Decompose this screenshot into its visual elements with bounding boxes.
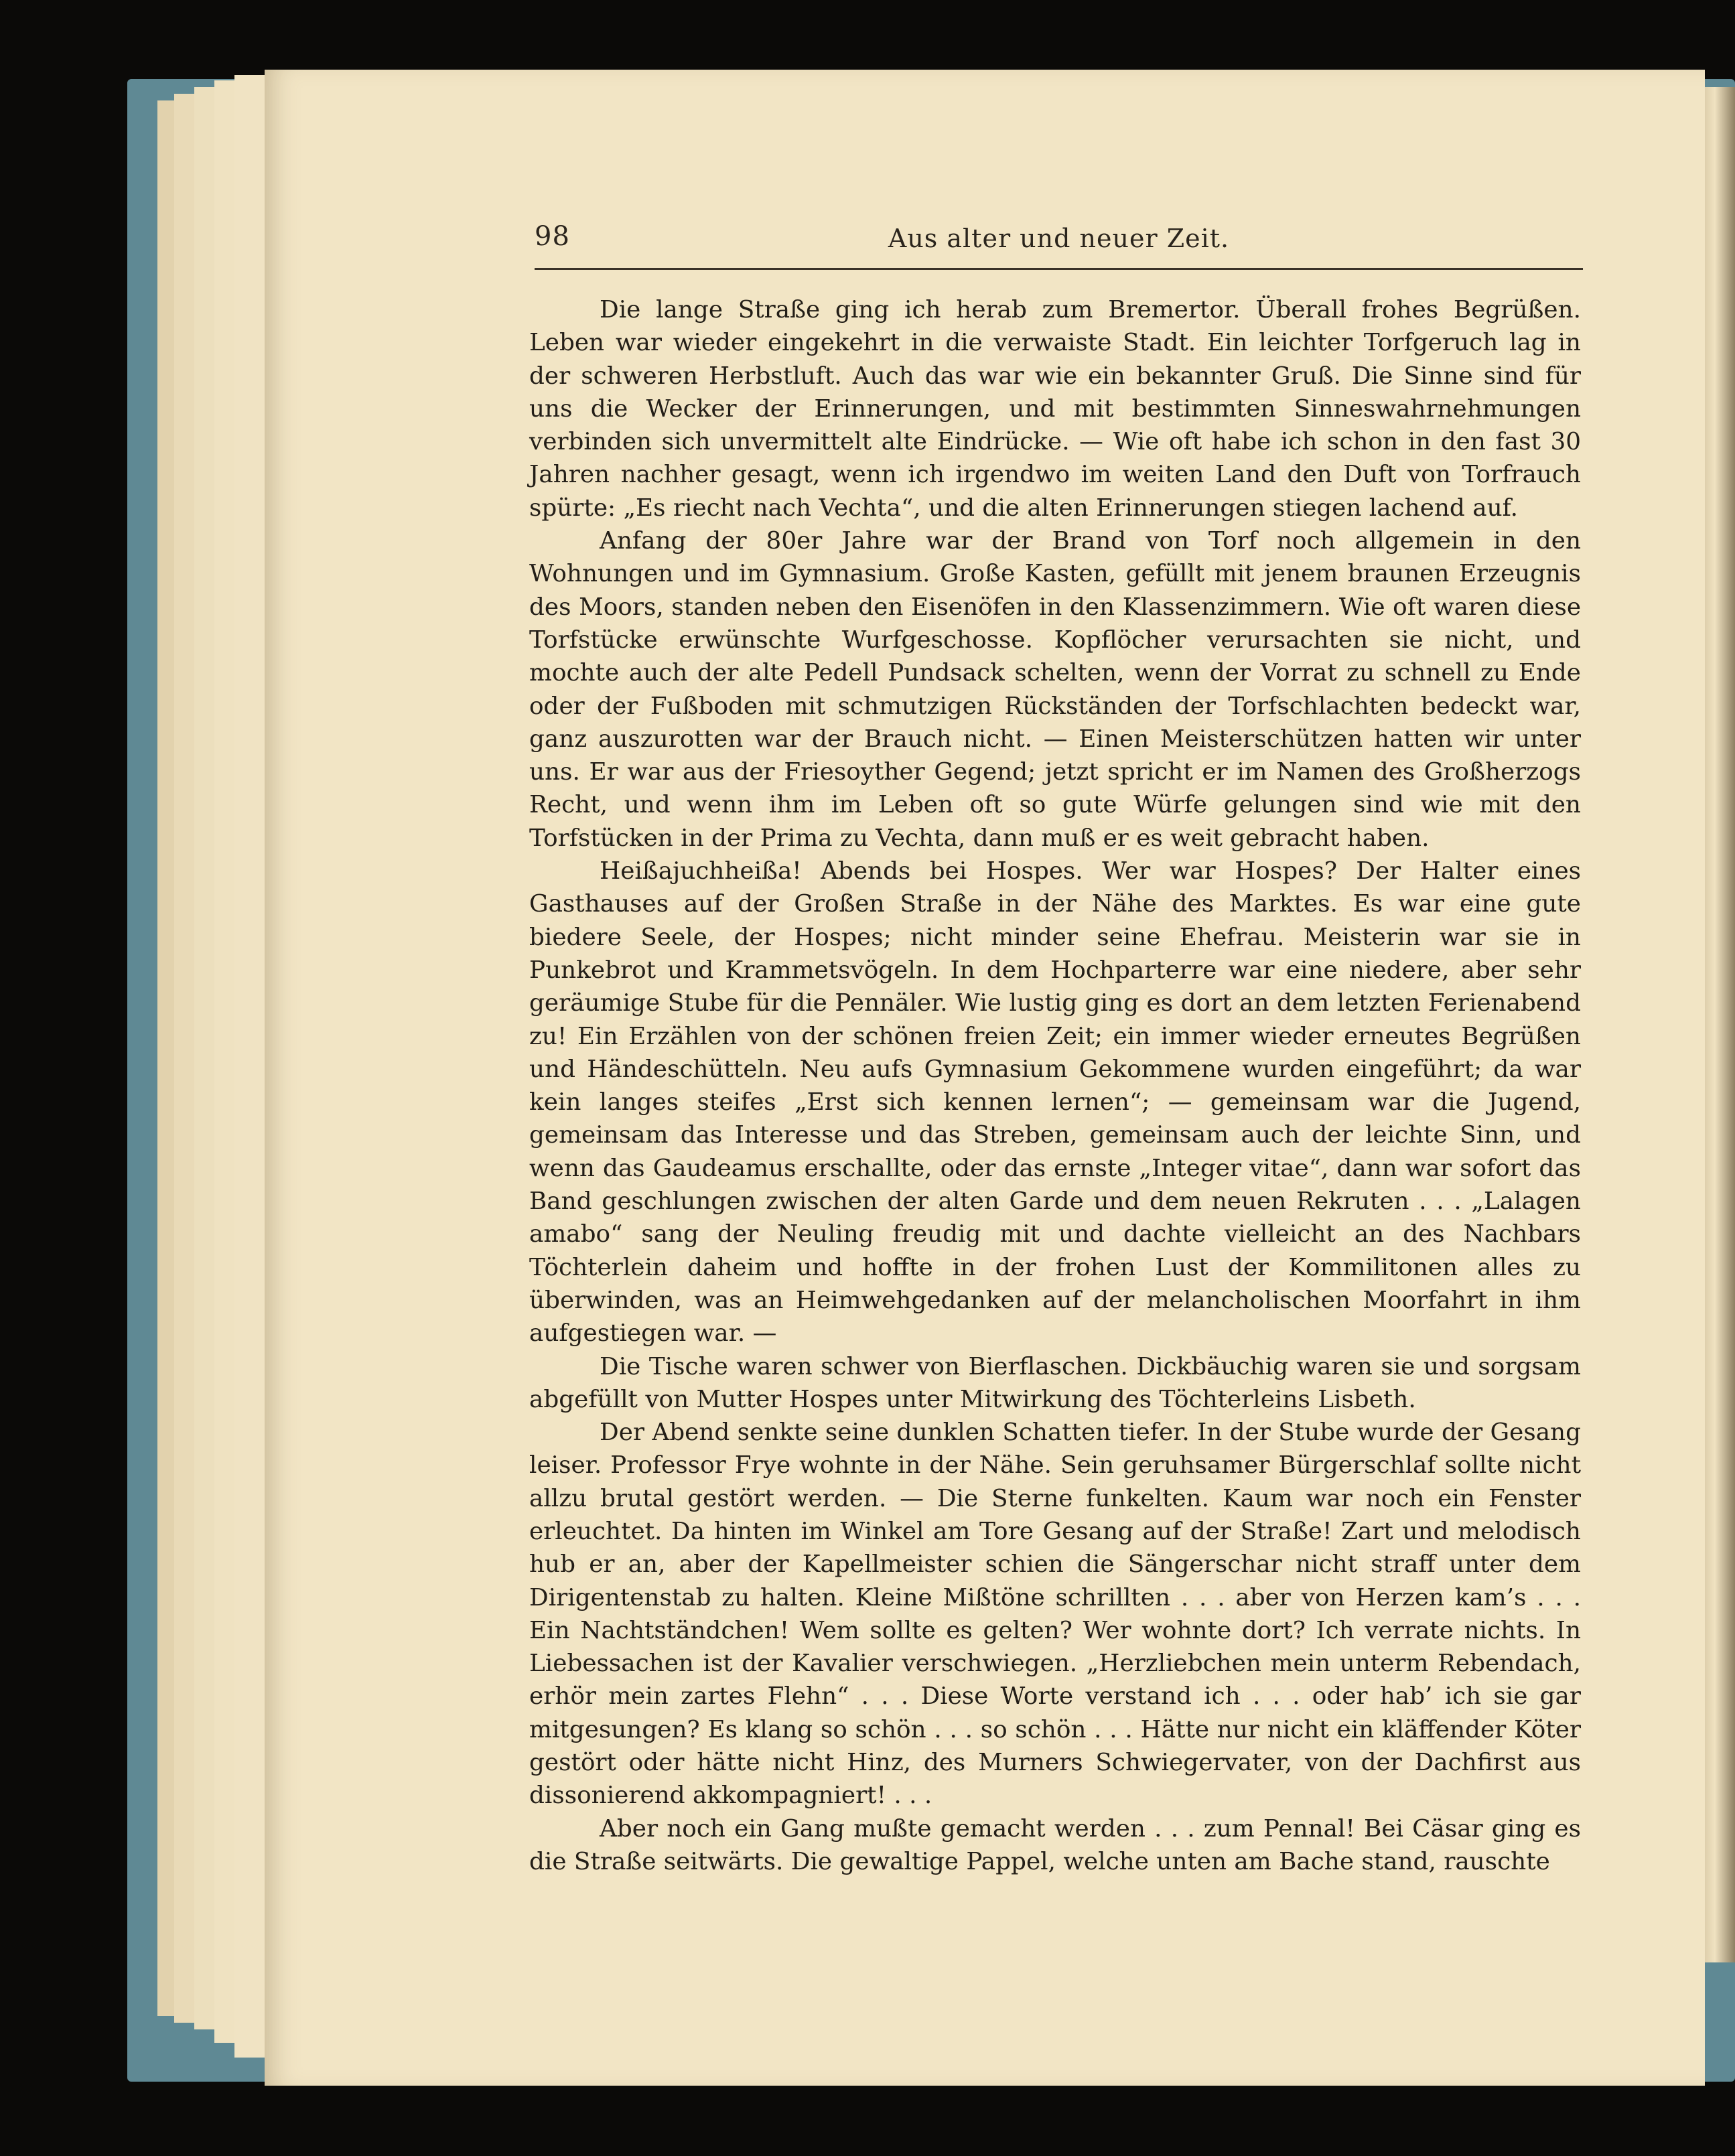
body-text bbox=[529, 293, 1581, 1878]
running-head: Aus alter und neuer Zeit. bbox=[888, 224, 1230, 253]
next-page-edge bbox=[1702, 87, 1735, 1962]
page-header bbox=[535, 214, 1583, 270]
paragraph: Die lange Straße ging ich herab zum Bremertor. Überall frohes Begrüßen. Leben war wieder eingekehrt in die verwaiste Stadt. Ein leichter Torfgeruch lag in der schweren Herbstluft. Auch das war wie ein bekannter Gruß. Die Sinne sind für uns die Wecker der Erinnerungen, und mit bestimmten Sinneswahrnehmungen verbinden sich unvermittelt alte Eindrücke. — Wie oft habe ich schon in den fast 30 Jahren nachher gesagt, wenn ich irgendwo im weiten Land den Duft von Torfrauch spürte: „Es riecht nach Vechta“, und die alten Erinnerungen stiegen lachend auf. bbox=[529, 296, 1581, 522]
paragraph: Der Abend senkte seine dunklen Schatten tiefer. In der Stube wurde der Gesang leiser. Professor Frye wohnte in der Nähe. Sein geruhsamer Bürgerschlaf sollte nicht allzu brutal gestört werden. — Die Sterne funkelten. Kaum war noch ein Fenster erleuchtet. Da hinten im Winkel am Tore Gesang auf der Straße! Zart und melodisch hub er an, aber der Kapellmeister schien die Sängerschar nicht straff unter dem Dirigentenstab zu halten. Kleine Mißtöne schrillten . . . aber von Herzen kam’s . . . Ein Nachtständchen! Wem sollte es gelten? Wer wohnte dort? Ich verrate nichts. In Liebessachen ist der Kavalier verschwiegen. „Herzliebchen mein unterm Rebendach, erhör mein zartes Flehn“ . . . Diese Worte verstand ich . . . oder hab’ ich sie gar mitgesungen? Es klang so schön . . . so schön . . . Hätte nur nicht ein kläffender Köter gestört oder hätte nicht Hinz, des Murners Schwiegervater, von der Dachfirst aus dissonierend akkompagniert! . . . bbox=[529, 1419, 1582, 1810]
paragraph: Die Tische waren schwer von Bierflaschen. Dickbäuchig waren sie und sorgsam abgefüllt von Mutter Hospes unter Mitwirkung des Töchterleins Lisbeth. bbox=[529, 1352, 1581, 1413]
paragraph: Aber noch ein Gang mußte gemacht werden . . . zum Pennal! Bei Cäsar ging es die Straße seitwärts. Die gewaltige Pappel, welche unten am Bache stand, rauschte bbox=[529, 1814, 1581, 1875]
paragraph: Heißajuchheißa! Abends bei Hospes. Wer war Hospes? Der Halter eines Gasthauses auf der Großen Straße in der Nähe des Marktes. Es war eine gute biedere Seele, der Hospes; nicht minder seine Ehefrau. Meisterin war sie in Punkebrot und Krammetsvögeln. In dem Hochparterre war eine niedere, aber sehr geräumige Stube für die Pennäler. Wie lustig ging es dort an dem letzten Ferienabend zu! Ein Erzählen von der schönen freien Zeit; ein immer wieder erneutes Begrüßen und Händeschütteln. Neu aufs Gymnasium Gekommene wurden eingeführt; da war kein langes steifes „Erst sich kennen lernen“; — gemeinsam war die Jugend, gemeinsam das Interesse und das Streben, gemeinsam auch der leichte Sinn, und wenn das Gaudeamus erschallte, oder das ernste „Integer vitae“, dann war sofort das Band geschlungen zwischen der alten Garde und dem neuen Rekruten . . . „Lalagen amabo“ sang der Neuling freudig mit und dachte vielleicht an des Nachbars Töchterlein daheim und hoffte in der frohen Lust der Kommilitonen alles zu überwinden, was an Heimwehgedanken auf der melancholischen Moorfahrt in ihm aufgestiegen war. — bbox=[529, 857, 1581, 1348]
paragraph: Anfang der 80er Jahre war der Brand von Torf noch allgemein in den Wohnungen und im Gymnasium. Große Kasten, gefüllt mit jenem braunen Erzeugnis des Moors, standen neben den Eisenöfen in den Klassenzimmern. Wie oft waren diese Torfstücke erwünschte Wurfgeschosse. Kopflöcher verursachten sie nicht, und mochte auch der alte Pedell Pundsack schelten, wenn der Vorrat zu schnell zu Ende oder der Fußboden mit schmutzigen Rückständen der Torfschlachten bedeckt war, ganz auszurotten war der Brauch nicht. — Einen Meisterschützen hatten wir unter uns. Er war aus der Friesoyther Gegend; jetzt spricht er im Namen des Großherzogs Recht, und wenn ihm im Leben oft so gute Würfe gelungen sind wie mit den Torfstücken in der Prima zu Vechta, dann muß er es weit gebracht haben. bbox=[529, 527, 1581, 852]
page-number: 98 bbox=[535, 221, 570, 252]
